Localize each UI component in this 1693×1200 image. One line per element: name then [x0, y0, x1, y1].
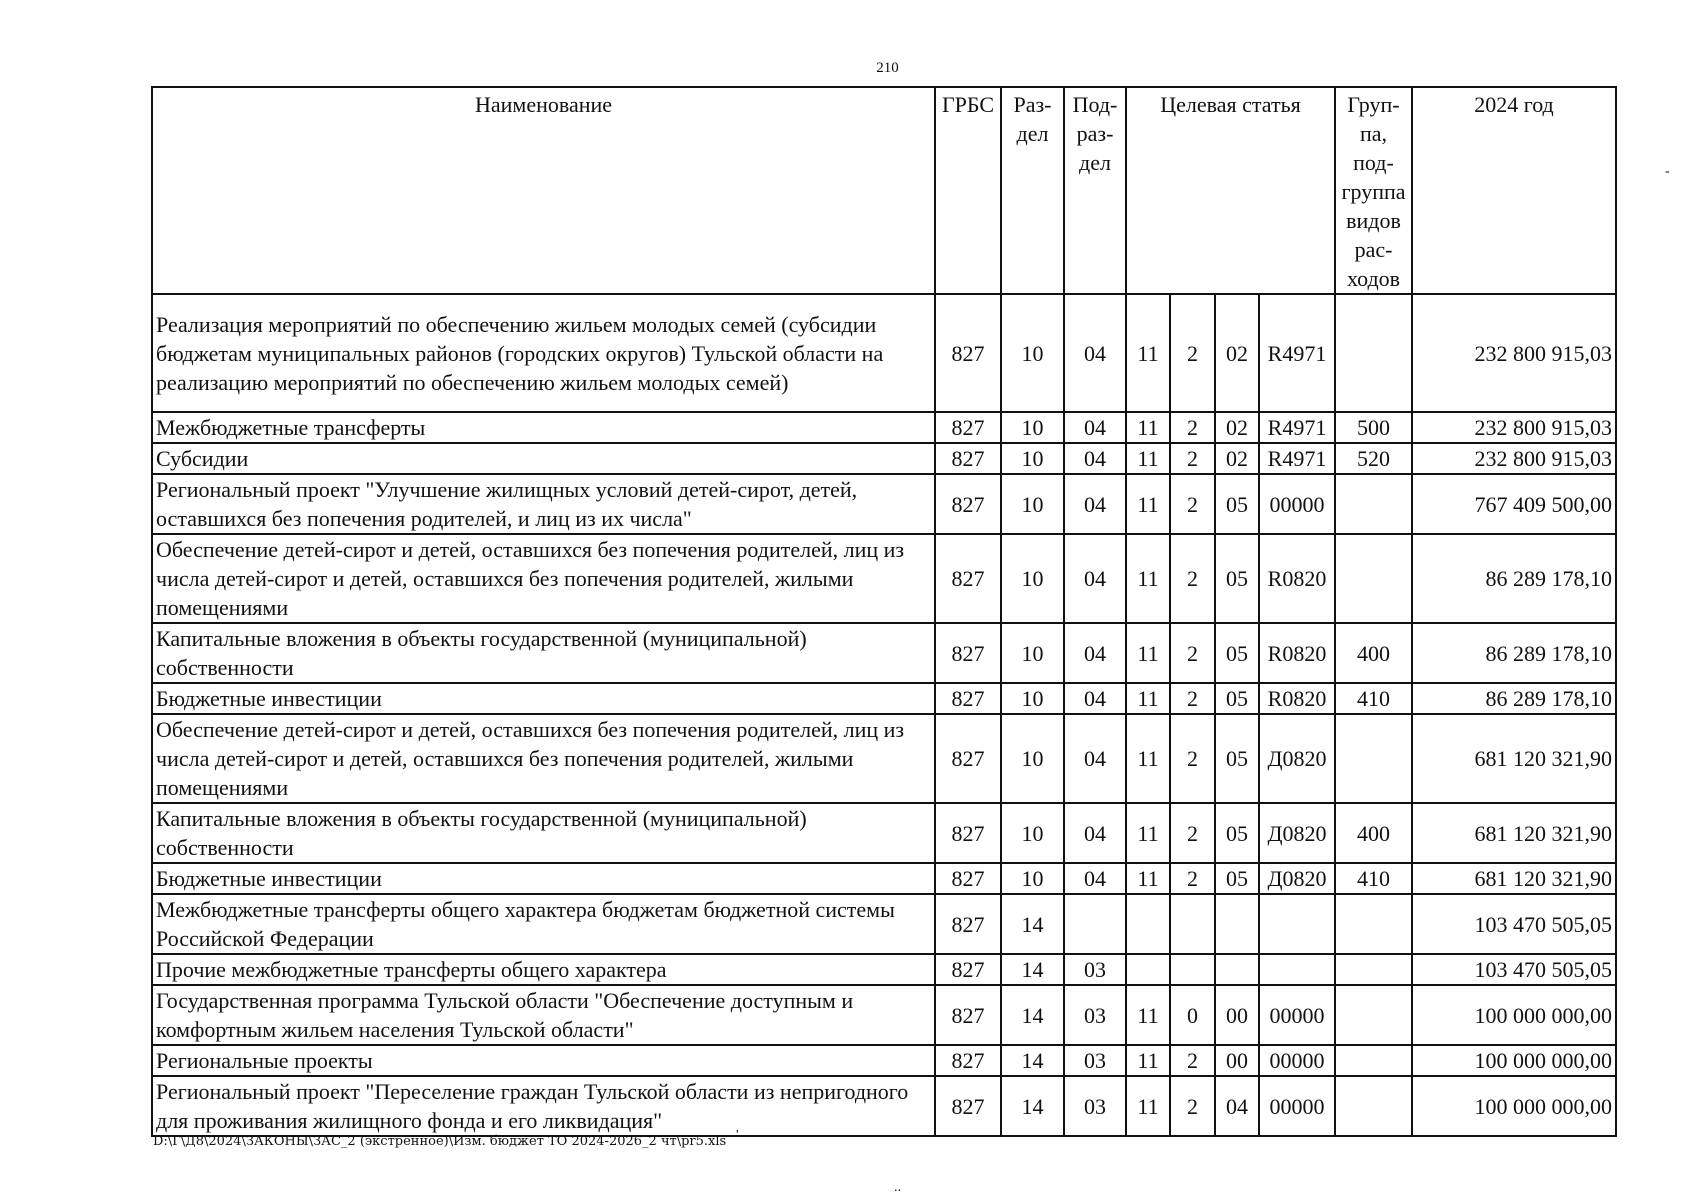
target-subprogram-cell: 2 [1170, 1045, 1215, 1076]
expense-group-cell: 400 [1335, 623, 1412, 683]
row-name: Обеспечение детей-сирот и детей, оставшихся без попечения родителей, лиц из числа детей-сирот и детей, оставшихся без попечения родителей, жилыми помещениями [152, 534, 935, 623]
table-row [152, 294, 1616, 412]
amount-2024-cell: 103 470 505,05 [1412, 894, 1616, 954]
row-name: Капитальные вложения в объекты государственной (муниципальной) собственности [152, 803, 935, 863]
razdel-cell: 14 [1001, 894, 1064, 954]
target-element-cell: 05 [1215, 683, 1259, 714]
target-direction-cell: R4971 [1259, 294, 1335, 412]
table-row [152, 1045, 1616, 1076]
table-row [152, 894, 1616, 954]
target-element-cell: 00 [1215, 985, 1259, 1045]
target-subprogram-cell: 2 [1170, 443, 1215, 474]
grbs-cell: 827 [935, 623, 1001, 683]
target-program-cell: 11 [1126, 985, 1170, 1045]
table-row [152, 443, 1616, 474]
podrazdel-cell: 04 [1064, 534, 1126, 623]
razdel-cell: 14 [1001, 1045, 1064, 1076]
table-row [152, 534, 1616, 623]
amount-2024-cell: 232 800 915,03 [1412, 412, 1616, 443]
header-podrazdel: Под- раз- дел [1064, 87, 1126, 294]
amount-2024-cell: 100 000 000,00 [1412, 1076, 1616, 1136]
expense-group-cell [1335, 474, 1412, 534]
target-direction-cell: 00000 [1259, 1045, 1335, 1076]
target-subprogram-cell: 2 [1170, 412, 1215, 443]
razdel-cell: 10 [1001, 443, 1064, 474]
header-grbs: ГРБС [935, 87, 1001, 294]
target-subprogram-cell: 2 [1170, 474, 1215, 534]
target-subprogram-cell: 2 [1170, 714, 1215, 803]
page-number: 210 [876, 60, 899, 76]
razdel-cell: 10 [1001, 294, 1064, 412]
expense-group-cell [1335, 985, 1412, 1045]
target-direction-cell: R0820 [1259, 534, 1335, 623]
grbs-cell: 827 [935, 443, 1001, 474]
table-row [152, 1076, 1616, 1136]
expense-group-cell [1335, 294, 1412, 412]
target-program-cell: 11 [1126, 443, 1170, 474]
target-subprogram-cell: 2 [1170, 683, 1215, 714]
grbs-cell: 827 [935, 1045, 1001, 1076]
target-direction-cell: R0820 [1259, 623, 1335, 683]
row-name: Прочие межбюджетные трансферты общего характера [152, 954, 935, 985]
expense-group-cell [1335, 954, 1412, 985]
podrazdel-cell: 04 [1064, 714, 1126, 803]
row-name: Региональный проект "Улучшение жилищных условий детей-сирот, детей, оставшихся без попечения родителей, и лиц из их числа" [152, 474, 935, 534]
row-name: Региональный проект "Переселение граждан Тульской области из непригодного для проживания жилищного фонда и его ликвидация" [152, 1076, 935, 1136]
podrazdel-cell: 03 [1064, 1076, 1126, 1136]
target-element-cell: 05 [1215, 623, 1259, 683]
podrazdel-cell: 04 [1064, 443, 1126, 474]
amount-2024-cell: 100 000 000,00 [1412, 985, 1616, 1045]
razdel-cell: 10 [1001, 863, 1064, 894]
target-program-cell: 11 [1126, 683, 1170, 714]
target-element-cell: 02 [1215, 294, 1259, 412]
target-direction-cell: 00000 [1259, 474, 1335, 534]
target-direction-cell [1259, 954, 1335, 985]
razdel-cell: 14 [1001, 954, 1064, 985]
target-direction-cell: Д0820 [1259, 803, 1335, 863]
expense-group-cell [1335, 1076, 1412, 1136]
target-program-cell: 11 [1126, 474, 1170, 534]
podrazdel-cell: 04 [1064, 474, 1126, 534]
target-element-cell: 05 [1215, 714, 1259, 803]
target-element-cell: 02 [1215, 412, 1259, 443]
target-program-cell: 11 [1126, 623, 1170, 683]
target-subprogram-cell: 0 [1170, 985, 1215, 1045]
row-name: Обеспечение детей-сирот и детей, оставшихся без попечения родителей, лиц из числа детей-сирот и детей, оставшихся без попечения родителей, жилыми помещениями [152, 714, 935, 803]
amount-2024-cell: 86 289 178,10 [1412, 623, 1616, 683]
target-program-cell [1126, 894, 1170, 954]
amount-2024-cell: 681 120 321,90 [1412, 803, 1616, 863]
podrazdel-cell: 04 [1064, 294, 1126, 412]
expense-group-cell [1335, 1045, 1412, 1076]
target-element-cell: 02 [1215, 443, 1259, 474]
grbs-cell: 827 [935, 683, 1001, 714]
target-program-cell: 11 [1126, 863, 1170, 894]
grbs-cell: 827 [935, 294, 1001, 412]
header-name: Наименование [152, 87, 935, 294]
target-program-cell: 11 [1126, 1045, 1170, 1076]
podrazdel-cell: 04 [1064, 803, 1126, 863]
row-name: Реализация мероприятий по обеспечению жильем молодых семей (субсидии бюджетам муниципальных районов (городских округов) Тульской области на реализацию мероприятий по обеспечению жильем молодых семей) [152, 294, 935, 412]
row-name: Бюджетные инвестиции [152, 683, 935, 714]
table-row [152, 803, 1616, 863]
target-program-cell: 11 [1126, 294, 1170, 412]
target-program-cell: 11 [1126, 714, 1170, 803]
razdel-cell: 10 [1001, 534, 1064, 623]
podrazdel-cell: 04 [1064, 863, 1126, 894]
grbs-cell: 827 [935, 1076, 1001, 1136]
expense-group-cell [1335, 894, 1412, 954]
row-name: Межбюджетные трансферты общего характера бюджетам бюджетной системы Российской Федерации [152, 894, 935, 954]
target-direction-cell: R4971 [1259, 412, 1335, 443]
grbs-cell: 827 [935, 985, 1001, 1045]
target-element-cell: 05 [1215, 863, 1259, 894]
row-name: Региональные проекты [152, 1045, 935, 1076]
expense-group-cell: 400 [1335, 803, 1412, 863]
target-element-cell: 05 [1215, 803, 1259, 863]
grbs-cell: 827 [935, 863, 1001, 894]
target-direction-cell: Д0820 [1259, 863, 1335, 894]
amount-2024-cell: 86 289 178,10 [1412, 534, 1616, 623]
budget-table [151, 86, 1617, 1137]
table-row [152, 863, 1616, 894]
row-name: Бюджетные инвестиции [152, 863, 935, 894]
podrazdel-cell: 04 [1064, 623, 1126, 683]
header-expense-group: Груп- па, под- группа видов рас- ходов [1335, 87, 1412, 294]
scan-mark: - [1665, 164, 1670, 179]
target-subprogram-cell: 2 [1170, 294, 1215, 412]
podrazdel-cell: 03 [1064, 954, 1126, 985]
target-program-cell: 11 [1126, 1076, 1170, 1136]
podrazdel-cell: 03 [1064, 1045, 1126, 1076]
podrazdel-cell: 04 [1064, 412, 1126, 443]
grbs-cell: 827 [935, 474, 1001, 534]
target-direction-cell: 00000 [1259, 1076, 1335, 1136]
header-target-article: Целевая статья [1126, 87, 1335, 294]
target-direction-cell: 00000 [1259, 985, 1335, 1045]
target-direction-cell: Д0820 [1259, 714, 1335, 803]
podrazdel-cell: 03 [1064, 985, 1126, 1045]
target-subprogram-cell [1170, 894, 1215, 954]
grbs-cell: 827 [935, 894, 1001, 954]
target-program-cell: 11 [1126, 412, 1170, 443]
podrazdel-cell: 04 [1064, 683, 1126, 714]
target-direction-cell: R4971 [1259, 443, 1335, 474]
table-row [152, 412, 1616, 443]
razdel-cell: 10 [1001, 803, 1064, 863]
header-row [152, 87, 1616, 294]
grbs-cell: 827 [935, 803, 1001, 863]
table-row [152, 954, 1616, 985]
target-element-cell: 05 [1215, 474, 1259, 534]
grbs-cell: 827 [935, 714, 1001, 803]
expense-group-cell: 500 [1335, 412, 1412, 443]
target-direction-cell [1259, 894, 1335, 954]
amount-2024-cell: 86 289 178,10 [1412, 683, 1616, 714]
table-row [152, 985, 1616, 1045]
target-subprogram-cell: 2 [1170, 534, 1215, 623]
razdel-cell: 10 [1001, 623, 1064, 683]
target-element-cell [1215, 894, 1259, 954]
row-name: Государственная программа Тульской области "Обеспечение доступным и комфортным жильем населения Тульской области" [152, 985, 935, 1045]
podrazdel-cell [1064, 894, 1126, 954]
amount-2024-cell: 100 000 000,00 [1412, 1045, 1616, 1076]
expense-group-cell: 410 [1335, 683, 1412, 714]
table-row [152, 474, 1616, 534]
amount-2024-cell: 232 800 915,03 [1412, 443, 1616, 474]
expense-group-cell: 410 [1335, 863, 1412, 894]
row-name: Капитальные вложения в объекты государственной (муниципальной) собственности [152, 623, 935, 683]
target-subprogram-cell: 2 [1170, 803, 1215, 863]
target-element-cell [1215, 954, 1259, 985]
table-row [152, 683, 1616, 714]
scan-mark: .. [894, 1180, 901, 1195]
expense-group-cell [1335, 534, 1412, 623]
target-element-cell: 04 [1215, 1076, 1259, 1136]
razdel-cell: 10 [1001, 412, 1064, 443]
amount-2024-cell: 103 470 505,05 [1412, 954, 1616, 985]
amount-2024-cell: 767 409 500,00 [1412, 474, 1616, 534]
target-subprogram-cell: 2 [1170, 1076, 1215, 1136]
amount-2024-cell: 681 120 321,90 [1412, 714, 1616, 803]
razdel-cell: 10 [1001, 474, 1064, 534]
grbs-cell: 827 [935, 534, 1001, 623]
target-subprogram-cell [1170, 954, 1215, 985]
razdel-cell: 14 [1001, 985, 1064, 1045]
header-razdel: Раз- дел [1001, 87, 1064, 294]
table-row [152, 714, 1616, 803]
expense-group-cell [1335, 714, 1412, 803]
razdel-cell: 14 [1001, 1076, 1064, 1136]
header-year-2024: 2024 год [1412, 87, 1616, 294]
scan-mark: ' [736, 1128, 739, 1143]
target-program-cell [1126, 954, 1170, 985]
grbs-cell: 827 [935, 954, 1001, 985]
target-subprogram-cell: 2 [1170, 863, 1215, 894]
target-element-cell: 00 [1215, 1045, 1259, 1076]
row-name: Субсидии [152, 443, 935, 474]
target-program-cell: 11 [1126, 803, 1170, 863]
razdel-cell: 10 [1001, 683, 1064, 714]
target-element-cell: 05 [1215, 534, 1259, 623]
file-path-footer: D:\Г\Д8\2024\ЗАКОНЫ\ЗАС_2 (экстренное)\Изм. бюджет ТО 2024-2026_2 чт\pr5.xls [153, 1134, 727, 1149]
table-row [152, 623, 1616, 683]
target-program-cell: 11 [1126, 534, 1170, 623]
razdel-cell: 10 [1001, 714, 1064, 803]
expense-group-cell: 520 [1335, 443, 1412, 474]
amount-2024-cell: 232 800 915,03 [1412, 294, 1616, 412]
target-direction-cell: R0820 [1259, 683, 1335, 714]
grbs-cell: 827 [935, 412, 1001, 443]
row-name: Межбюджетные трансферты [152, 412, 935, 443]
amount-2024-cell: 681 120 321,90 [1412, 863, 1616, 894]
target-subprogram-cell: 2 [1170, 623, 1215, 683]
